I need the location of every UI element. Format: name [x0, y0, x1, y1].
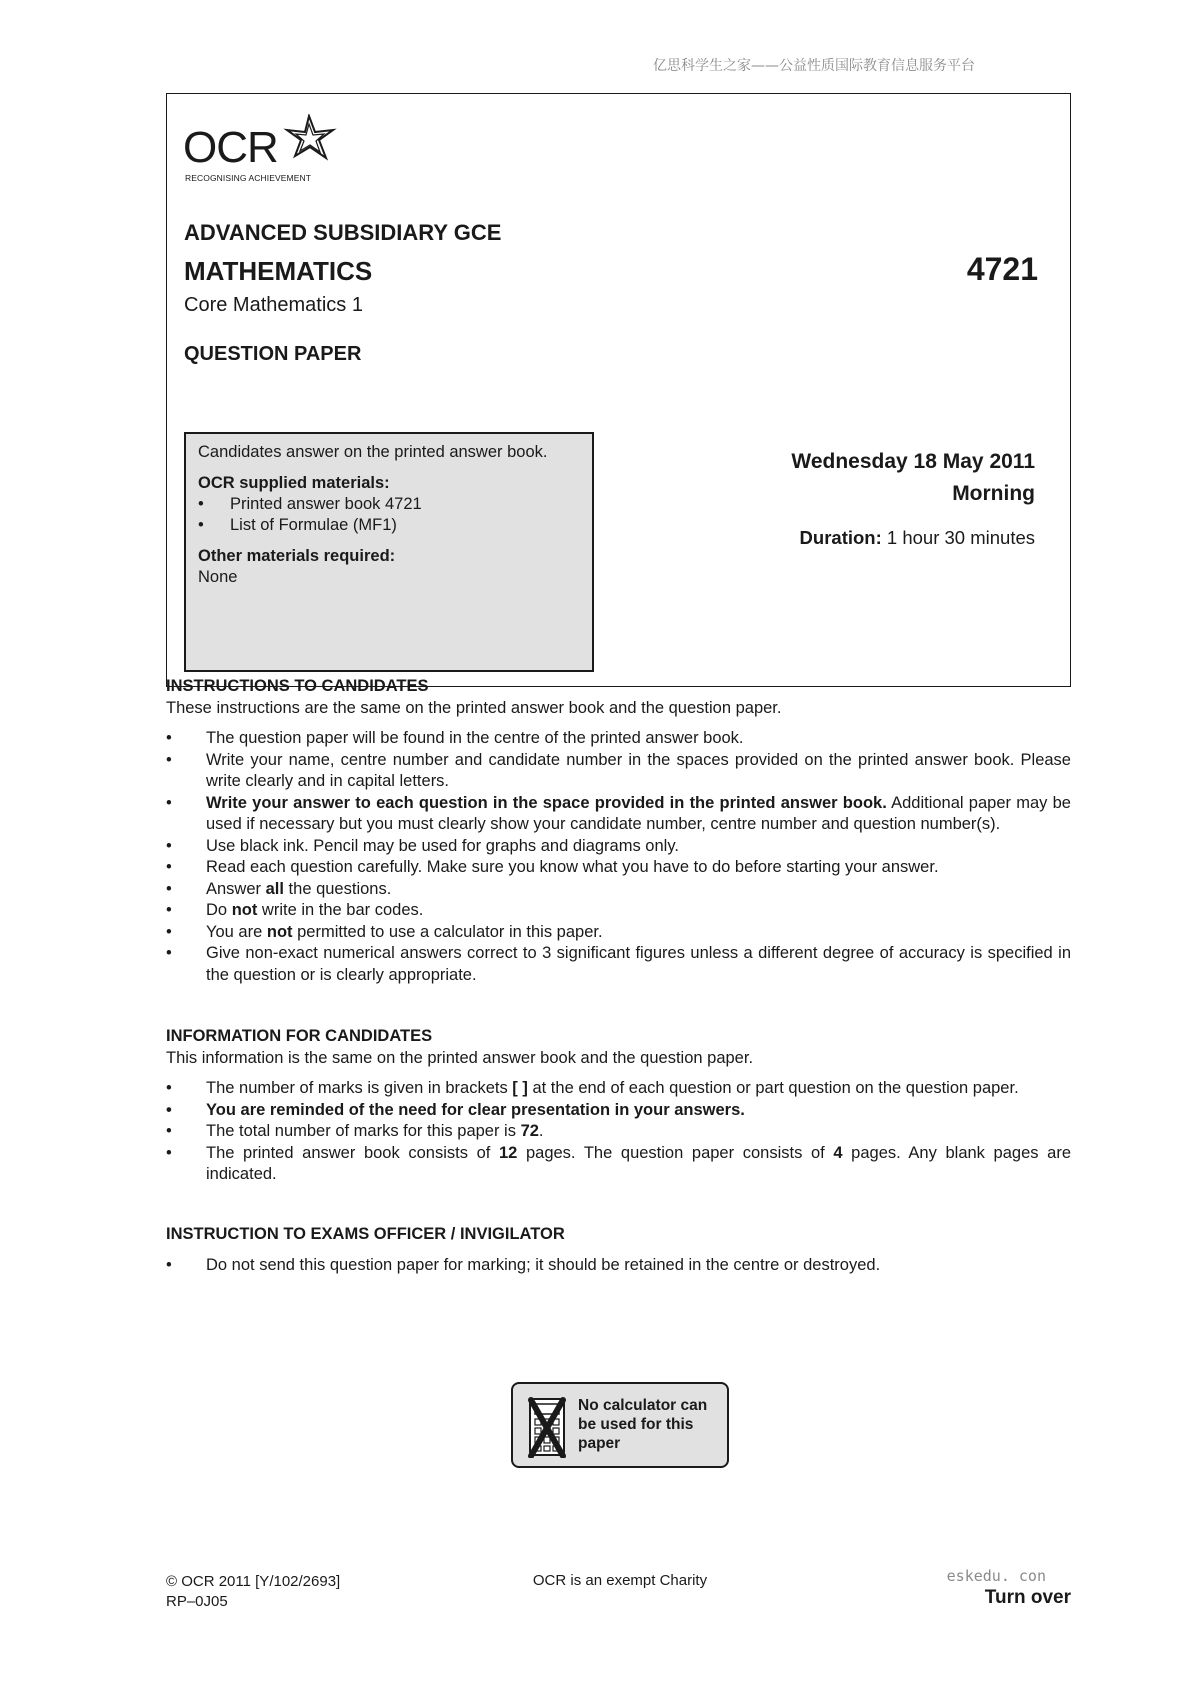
- information-item: • The total number of marks for this paper is 72.: [166, 1122, 544, 1140]
- paper-type: QUESTION PAPER: [184, 343, 362, 365]
- instruction-item: • You are not permitted to use a calculator in this paper.: [166, 922, 603, 941]
- no-calculator-icon: [525, 1396, 569, 1458]
- qualification-title: ADVANCED SUBSIDIARY GCE: [184, 220, 502, 245]
- information-item: • The printed answer book consists of 12 pages. The question paper consists of 4 pages. Any blank pages are indicated.: [166, 1143, 1071, 1183]
- charity-note: OCR is an exempt Charity: [532, 1572, 708, 1589]
- invigilator-section: [166, 1224, 1071, 1276]
- instruction-item: • Use black ink. Pencil may be used for graphs and diagrams only.: [166, 836, 679, 855]
- instruction-item: • The question paper will be found in the centre of the printed answer book.: [166, 729, 744, 747]
- information-section: [166, 1026, 1071, 1186]
- instruction-item: • Do not write in the bar codes.: [166, 901, 424, 919]
- instructions-section: [166, 676, 1071, 986]
- no-calculator-text: No calculator can be used for this paper: [578, 1397, 708, 1452]
- invigilator-item: • Do not send this question paper for marking; it should be retained in the centre or destroyed.: [166, 1255, 881, 1274]
- logo-tagline: RECOGNISING ACHIEVEMENT: [185, 173, 312, 183]
- footer-watermark: eskedu. con: [946, 1567, 1046, 1585]
- unit-title: Core Mathematics 1: [184, 294, 363, 316]
- other-materials-value: None: [198, 568, 238, 586]
- instruction-item: • Write your answer to each question in the space provided in the printed answer book. Additional paper may be used if necessary but you must clearly show your candidate number, centre number and question number(s).: [166, 793, 1071, 833]
- copyright-text: © OCR 2011 [Y/102/2693]: [166, 1573, 341, 1590]
- instructions-title: INSTRUCTIONS TO CANDIDATES: [166, 677, 429, 695]
- exam-duration: Duration: 1 hour 30 minutes: [799, 527, 1035, 548]
- supplied-item: • List of Formulae (MF1): [198, 516, 397, 534]
- supplied-materials-title: OCR supplied materials:: [198, 474, 390, 492]
- invigilator-title: INSTRUCTION TO EXAMS OFFICER / INVIGILATOR: [166, 1225, 565, 1243]
- information-title: INFORMATION FOR CANDIDATES: [166, 1027, 433, 1045]
- header-watermark: 亿思科学生之家——公益性质国际教育信息服务平台: [653, 58, 975, 74]
- instruction-item: • Answer all the questions.: [166, 879, 392, 898]
- supplied-item: • Printed answer book 4721: [198, 495, 422, 513]
- paper-reference: RP–0J05: [166, 1593, 228, 1610]
- instruction-item: • Write your name, centre number and candidate number in the spaces provided on the printed answer book. Please write clearly and in capital letters.: [166, 750, 1071, 790]
- ocr-star-icon: [279, 114, 337, 162]
- turn-over-label: Turn over: [984, 1587, 1071, 1608]
- information-item: • The number of marks is given in brackets [ ] at the end of each question or part question on the question paper.: [166, 1079, 1019, 1097]
- unit-code: 4721: [966, 251, 1038, 287]
- materials-box: [184, 432, 594, 672]
- instruction-item: • Give non-exact numerical answers correct to 3 significant figures unless a different degree of accuracy is specified in the question or is clearly appropriate.: [166, 944, 1071, 984]
- exam-date: Wednesday 18 May 2011: [791, 450, 1035, 473]
- information-intro: This information is the same on the printed answer book and the question paper.: [166, 1048, 754, 1067]
- exam-session: Morning: [952, 482, 1035, 505]
- no-calculator-notice: [511, 1382, 729, 1468]
- information-item: • You are reminded of the need for clear presentation in your answers.: [166, 1100, 745, 1119]
- instructions-intro: These instructions are the same on the printed answer book and the question paper.: [166, 698, 782, 717]
- logo-wordmark: OCR: [183, 123, 278, 172]
- instruction-item: • Read each question carefully. Make sure you know what you have to do before starting your answer.: [166, 858, 939, 876]
- ocr-logo: [183, 112, 353, 188]
- subject-title: MATHEMATICS: [184, 256, 373, 286]
- materials-intro: Candidates answer on the printed answer book.: [198, 443, 548, 461]
- other-materials-title: Other materials required:: [198, 547, 396, 565]
